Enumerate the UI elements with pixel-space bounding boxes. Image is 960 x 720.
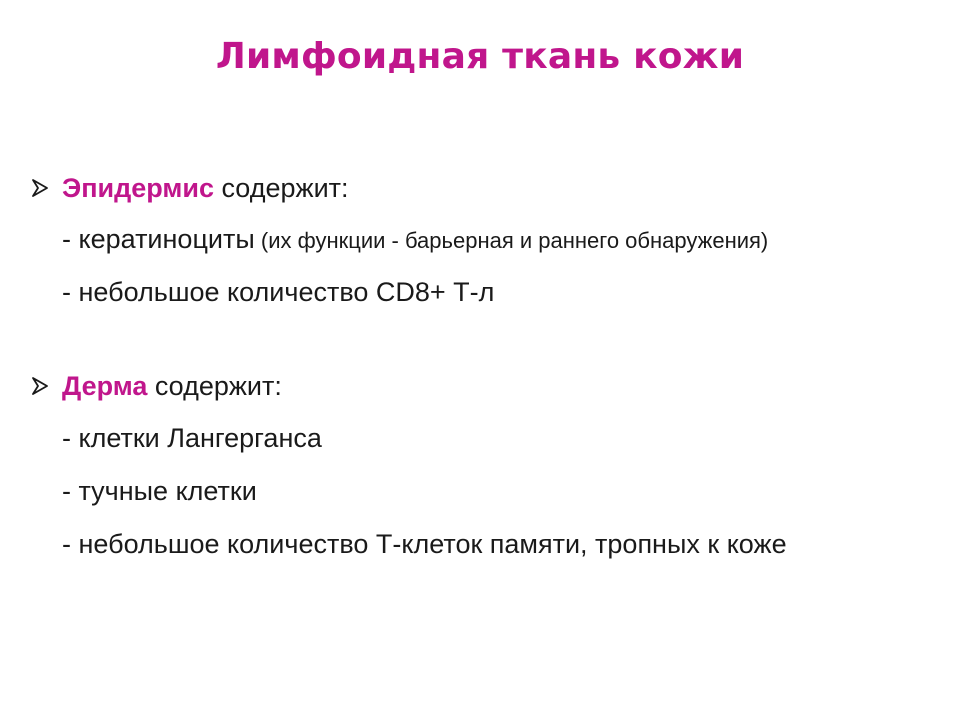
section-term: Дерма: [62, 371, 148, 401]
list-item: [62, 276, 494, 308]
list-item-note: (их функции - барьерная и раннего обнаружения): [254, 228, 769, 253]
list-item: [62, 223, 768, 257]
section-term: Эпидермис: [62, 173, 214, 203]
section-heading-derma: [30, 370, 282, 404]
section-heading-epidermis: [30, 172, 349, 206]
section-rest: содержит:: [214, 173, 349, 203]
list-item-text: - небольшое количество Т-клеток памяти, тропных к коже: [62, 529, 787, 559]
arrow-bullet-icon: [30, 174, 62, 206]
section-rest: содержит:: [147, 371, 282, 401]
list-item-text: - тучные клетки: [62, 476, 257, 506]
list-item: [62, 528, 787, 560]
list-item-text: - кератиноциты: [62, 224, 255, 254]
list-item: [62, 422, 322, 454]
slide-title: Лимфоидная ткань кожи: [215, 36, 745, 77]
list-item: [62, 475, 257, 507]
arrow-bullet-icon: [30, 372, 62, 404]
list-item-text: - клетки Лангерганса: [62, 423, 322, 453]
list-item-text: - небольшое количество CD8+ Т-л: [62, 277, 495, 307]
